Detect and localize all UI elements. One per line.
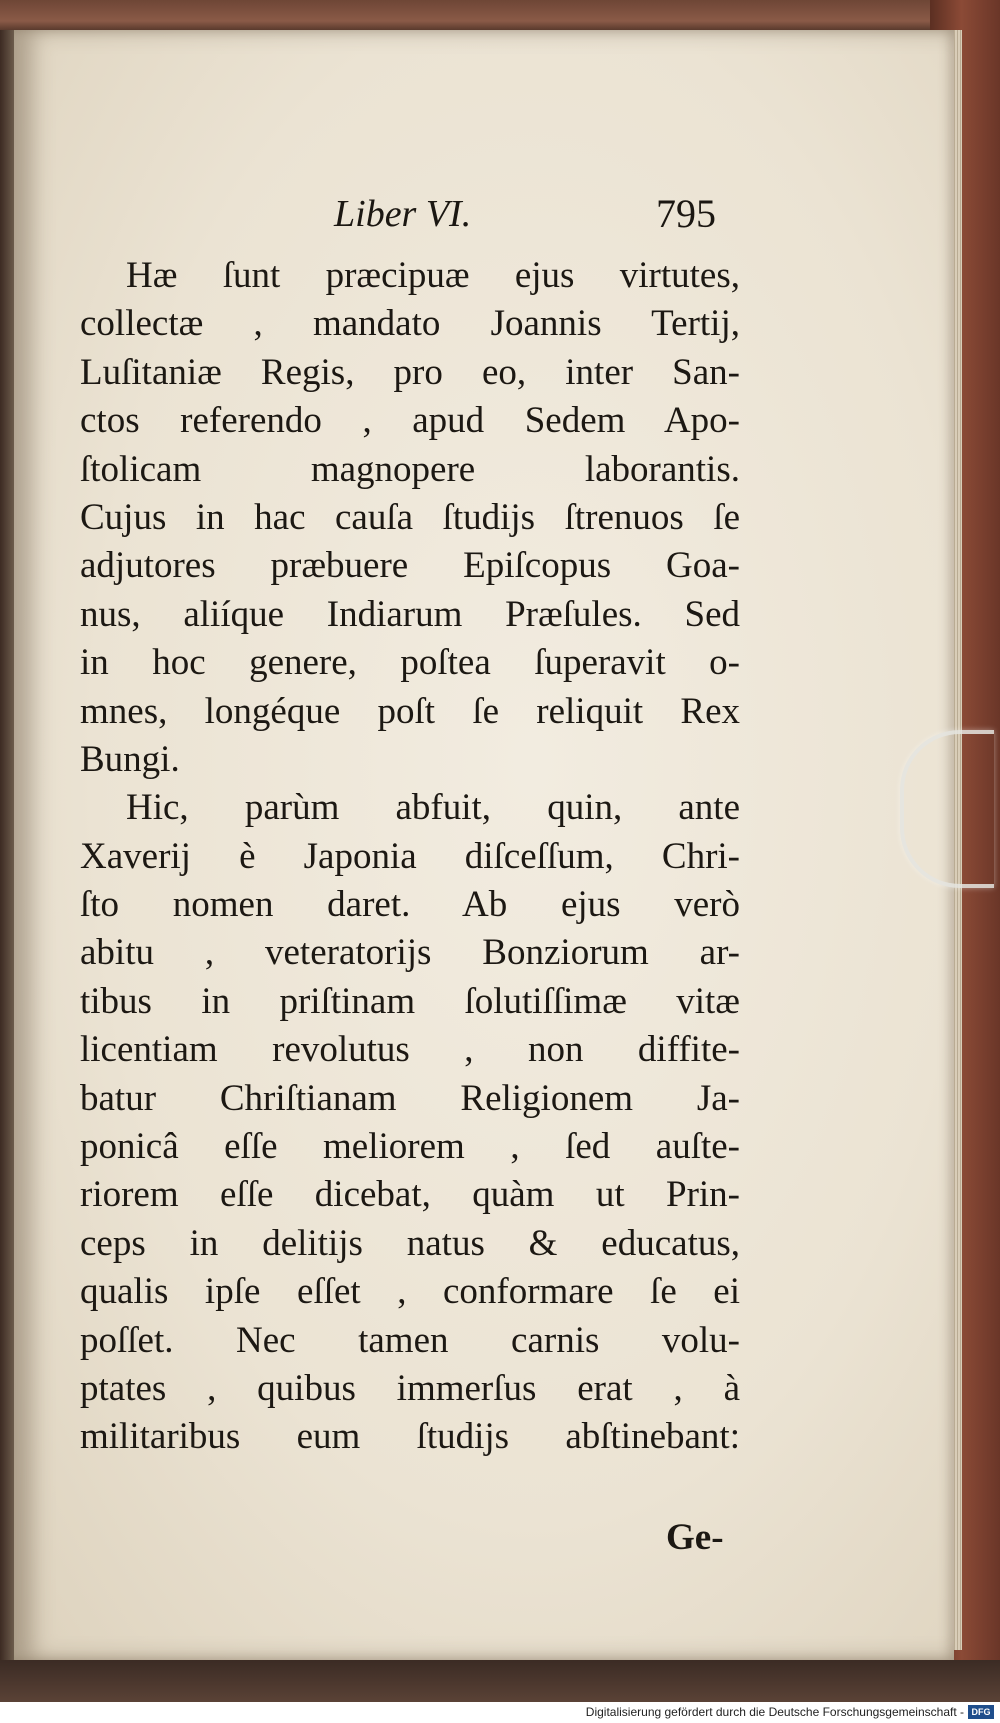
book-cover-top [0,0,1000,30]
text-line: collectæ , mandato Joannis Tertij, [80,303,740,345]
text-line: Xaverij è Japonia diſceſſum, Chri- [80,835,740,877]
text-line: adjutores præbuere Epiſcopus Goa- [80,545,740,587]
text-line: ſtolicam magnopere laborantis. [80,448,740,490]
text-line: abitu , veteratorijs Bonziorum ar- [80,932,740,974]
text-line: poſſet. Nec tamen carnis volu- [80,1319,740,1361]
text-line: mnes, longéque poſt ſe reliquit Rex [80,690,740,732]
dfg-logo: DFG [968,1705,994,1719]
text-line: ptates , quibus immerſus erat , à [80,1367,740,1409]
page-number: 795 [656,191,716,236]
text-line: ſto nomen daret. Ab ejus verò [80,884,740,926]
text-line: in hoc genere, poſtea ſuperavit o- [80,642,740,684]
text-line: Bungi. [80,738,180,780]
text-line: batur Chriſtianam Religionem Ja- [80,1077,740,1119]
book-page [14,30,954,1660]
running-title: Liber VI. [334,193,472,235]
text-line: ponicâ eſſe meliorem , ſed auſte- [80,1126,740,1168]
text-line: nus, aliíque Indiarum Præſules. Sed [80,593,740,635]
text-line: militaribus eum ſtudijs abſtinebant: [80,1416,740,1458]
text-line: licentiam revolutus , non diffite- [80,1029,740,1071]
text-line: Cujus in hac cauſa ſtudijs ſtrenuos ſe [80,496,740,538]
text-line: ceps in delitijs natus & educatus, [80,1222,740,1264]
page-text [80,252,740,1462]
funding-credit: Digitalisierung gefördert durch die Deutsche Forschungsgemeinschaft - [585,1705,964,1719]
text-line: qualis ipſe eſſet , conformare ſe ei [80,1271,740,1313]
book-cover-bottom [0,1660,1000,1702]
text-line: tibus in priſtinam ſolutiſſimæ vitæ [80,980,740,1022]
text-line: ctos referendo , apud Sedem Apo- [80,400,740,442]
page-clip [900,730,994,888]
digitization-footer [0,1702,1000,1723]
text-line: Luſitaniæ Regis, pro eo, inter San- [80,351,740,393]
page-header [14,180,954,240]
text-line: riorem eſſe dicebat, quàm ut Prin- [80,1174,740,1216]
text-line: Hæ ſunt præcipuæ ejus virtutes, [126,255,740,296]
catchword: Ge- [666,1517,724,1558]
text-line: Hic, parùm abfuit, quin, ante [126,787,740,829]
